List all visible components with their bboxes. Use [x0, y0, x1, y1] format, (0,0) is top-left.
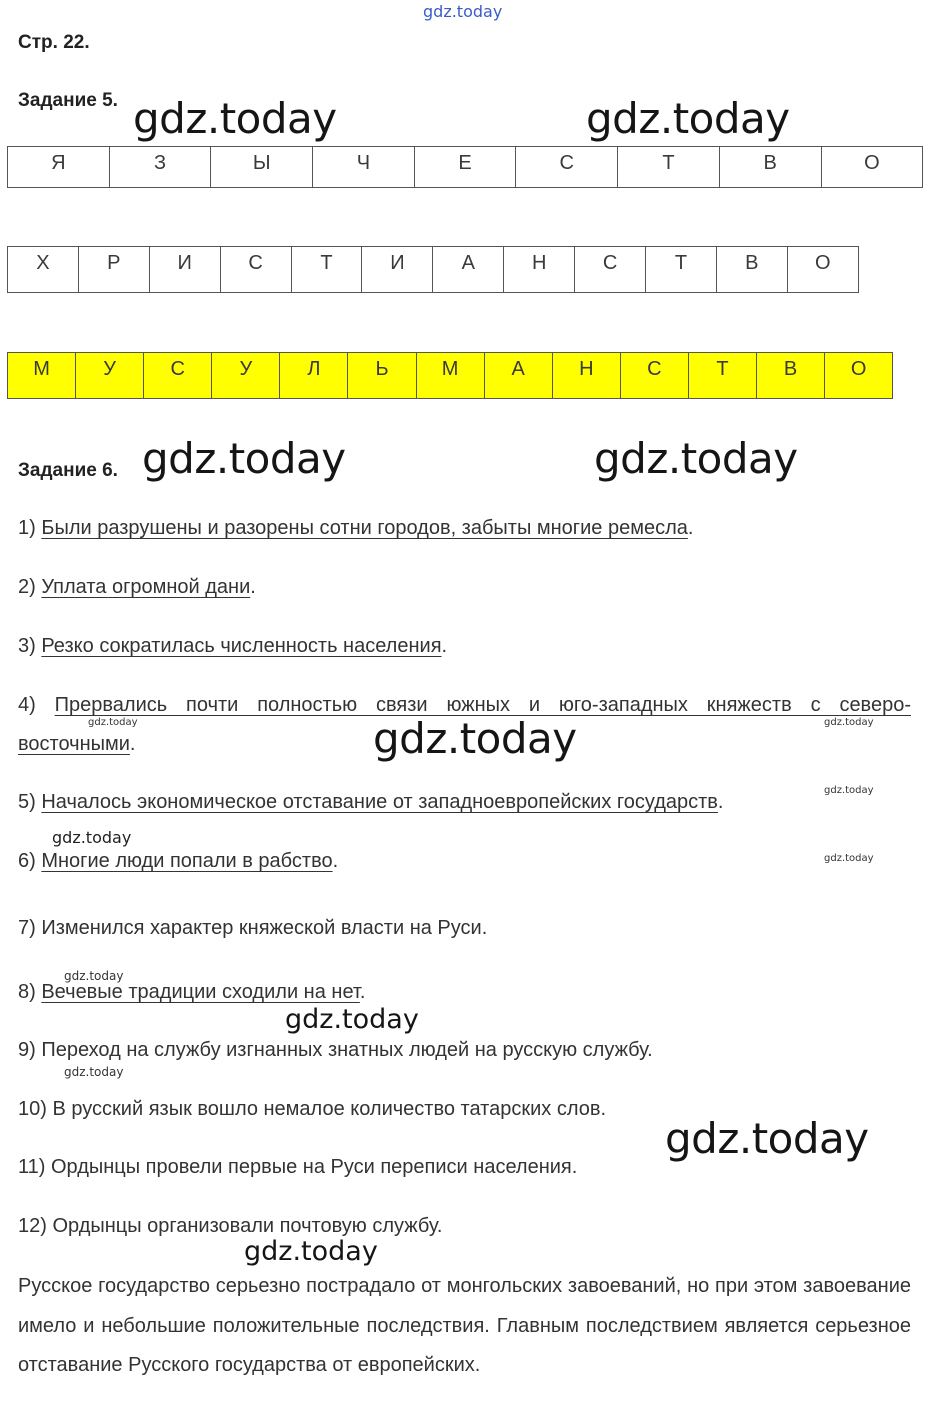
item-text: Ордынцы провели первые на Руси переписи населения.	[50, 1156, 578, 1178]
task6-title: Задание 6.	[18, 460, 118, 481]
letter-grid-row-1	[7, 146, 923, 188]
letter-cell: О	[822, 146, 924, 188]
item-number: 10)	[18, 1098, 53, 1120]
item-number: 12)	[18, 1215, 53, 1237]
watermark: gdz.today	[142, 434, 346, 483]
item-text: Уплата огромной дани	[41, 576, 251, 598]
list-item-12	[18, 1215, 442, 1238]
letter-grid-row-3	[7, 352, 893, 399]
task5-title: Задание 5.	[18, 90, 118, 111]
letter-cell: С	[516, 146, 618, 188]
letter-cell: Т	[292, 246, 363, 293]
item-text: Переход на службу изгнанных знатных людей на русскую службу.	[41, 1039, 653, 1061]
watermark: gdz.today	[52, 828, 132, 847]
item-end: .	[250, 576, 256, 598]
list-item-1	[18, 517, 693, 540]
item-number: 1)	[18, 517, 42, 539]
item-end: .	[441, 635, 448, 657]
item-text: Были разрушены и разорены сотни городов, забыты многие ремесла	[41, 517, 688, 539]
item-number: 2)	[18, 576, 42, 598]
letter-cell: В	[717, 246, 788, 293]
list-item-2	[18, 576, 256, 599]
list-item-8	[18, 981, 365, 1004]
letter-cell: Л	[280, 352, 348, 399]
watermark-top: gdz.today	[423, 2, 503, 21]
letter-cell: Т	[646, 246, 717, 293]
letter-cell: В	[757, 352, 825, 399]
watermark: gdz.today	[133, 94, 337, 143]
item-end: .	[687, 517, 694, 539]
list-item-4-continued	[18, 733, 135, 756]
letter-cell: Н	[504, 246, 575, 293]
letter-cell: А	[433, 246, 504, 293]
watermark: gdz.today	[824, 785, 874, 796]
list-item-11	[18, 1156, 577, 1179]
item-number: 7)	[18, 917, 42, 939]
item-number: 11)	[18, 1156, 51, 1178]
watermark: gdz.today	[824, 717, 874, 728]
item-text: Изменился характер княжеской власти на Руси.	[41, 917, 488, 939]
watermark: gdz.today	[285, 1004, 419, 1035]
letter-cell: О	[788, 246, 859, 293]
list-item-5	[18, 791, 723, 814]
item-text: Прервались почти полностью связи южных и юго-западных княжеств с северо-	[54, 694, 911, 716]
item-number: 3)	[18, 635, 42, 657]
letter-cell: Ч	[313, 146, 415, 188]
watermark: gdz.today	[64, 1065, 124, 1079]
item-number: 9)	[18, 1039, 42, 1061]
item-text: Ордынцы организовали почтовую службу.	[52, 1215, 443, 1237]
letter-cell: Х	[8, 246, 79, 293]
letter-cell: С	[144, 352, 212, 399]
letter-cell: В	[720, 146, 822, 188]
letter-cell: С	[221, 246, 292, 293]
item-end: .	[717, 791, 724, 813]
watermark: gdz.today	[665, 1114, 869, 1163]
item-text: Резко сократилась численность населения	[41, 635, 442, 657]
watermark: gdz.today	[244, 1236, 378, 1267]
letter-cell: С	[575, 246, 646, 293]
item-number: 8)	[18, 981, 42, 1003]
letter-cell: Ь	[348, 352, 416, 399]
letter-cell: Ы	[211, 146, 313, 188]
item-number: 5)	[18, 791, 42, 813]
list-item-7	[18, 917, 487, 940]
letter-cell: С	[621, 352, 689, 399]
letter-cell: Р	[79, 246, 150, 293]
watermark: gdz.today	[586, 94, 790, 143]
letter-cell: У	[76, 352, 144, 399]
item-text: Вечевые традиции сходили на нет	[41, 981, 360, 1003]
letter-cell: Т	[689, 352, 757, 399]
list-item-6	[18, 850, 338, 873]
watermark: gdz.today	[64, 969, 124, 983]
letter-cell: У	[212, 352, 280, 399]
watermark: gdz.today	[88, 717, 138, 728]
item-number: 4)	[18, 694, 55, 716]
item-text: Многие люди попали в рабство	[41, 850, 333, 872]
letter-cell: М	[417, 352, 485, 399]
watermark: gdz.today	[594, 434, 798, 483]
letter-cell: Е	[415, 146, 517, 188]
conclusion-paragraph: Русское государство серьезно пострадало от монгольских завоеваний, но при этом завоевание имело и небольшие положительные последствия. Главным последствием является серьезное отставание Русского государства от европейских.	[18, 1275, 911, 1376]
item-text: В русский язык вошло немалое количество татарских слов.	[52, 1098, 607, 1120]
watermark: gdz.today	[373, 714, 577, 763]
letter-cell: Н	[553, 352, 621, 399]
letter-cell: Я	[8, 146, 110, 188]
item-text-continued: восточными	[18, 733, 130, 755]
letter-cell: Т	[618, 146, 720, 188]
list-item-9	[18, 1039, 653, 1062]
item-end: .	[359, 981, 366, 1003]
item-text: Началось экономическое отставание от западноевропейских государств	[41, 791, 718, 813]
list-item-10	[18, 1098, 606, 1121]
letter-cell: И	[362, 246, 433, 293]
letter-cell: М	[8, 352, 76, 399]
letter-cell: И	[150, 246, 221, 293]
letter-cell: О	[825, 352, 893, 399]
list-item-3	[18, 635, 447, 658]
watermark: gdz.today	[824, 853, 874, 864]
page-label: Стр. 22.	[18, 32, 90, 53]
letter-cell: З	[110, 146, 212, 188]
item-end: .	[129, 733, 136, 755]
item-number: 6)	[18, 850, 42, 872]
item-end: .	[332, 850, 339, 872]
letter-cell: А	[485, 352, 553, 399]
letter-grid-row-2	[7, 246, 859, 293]
